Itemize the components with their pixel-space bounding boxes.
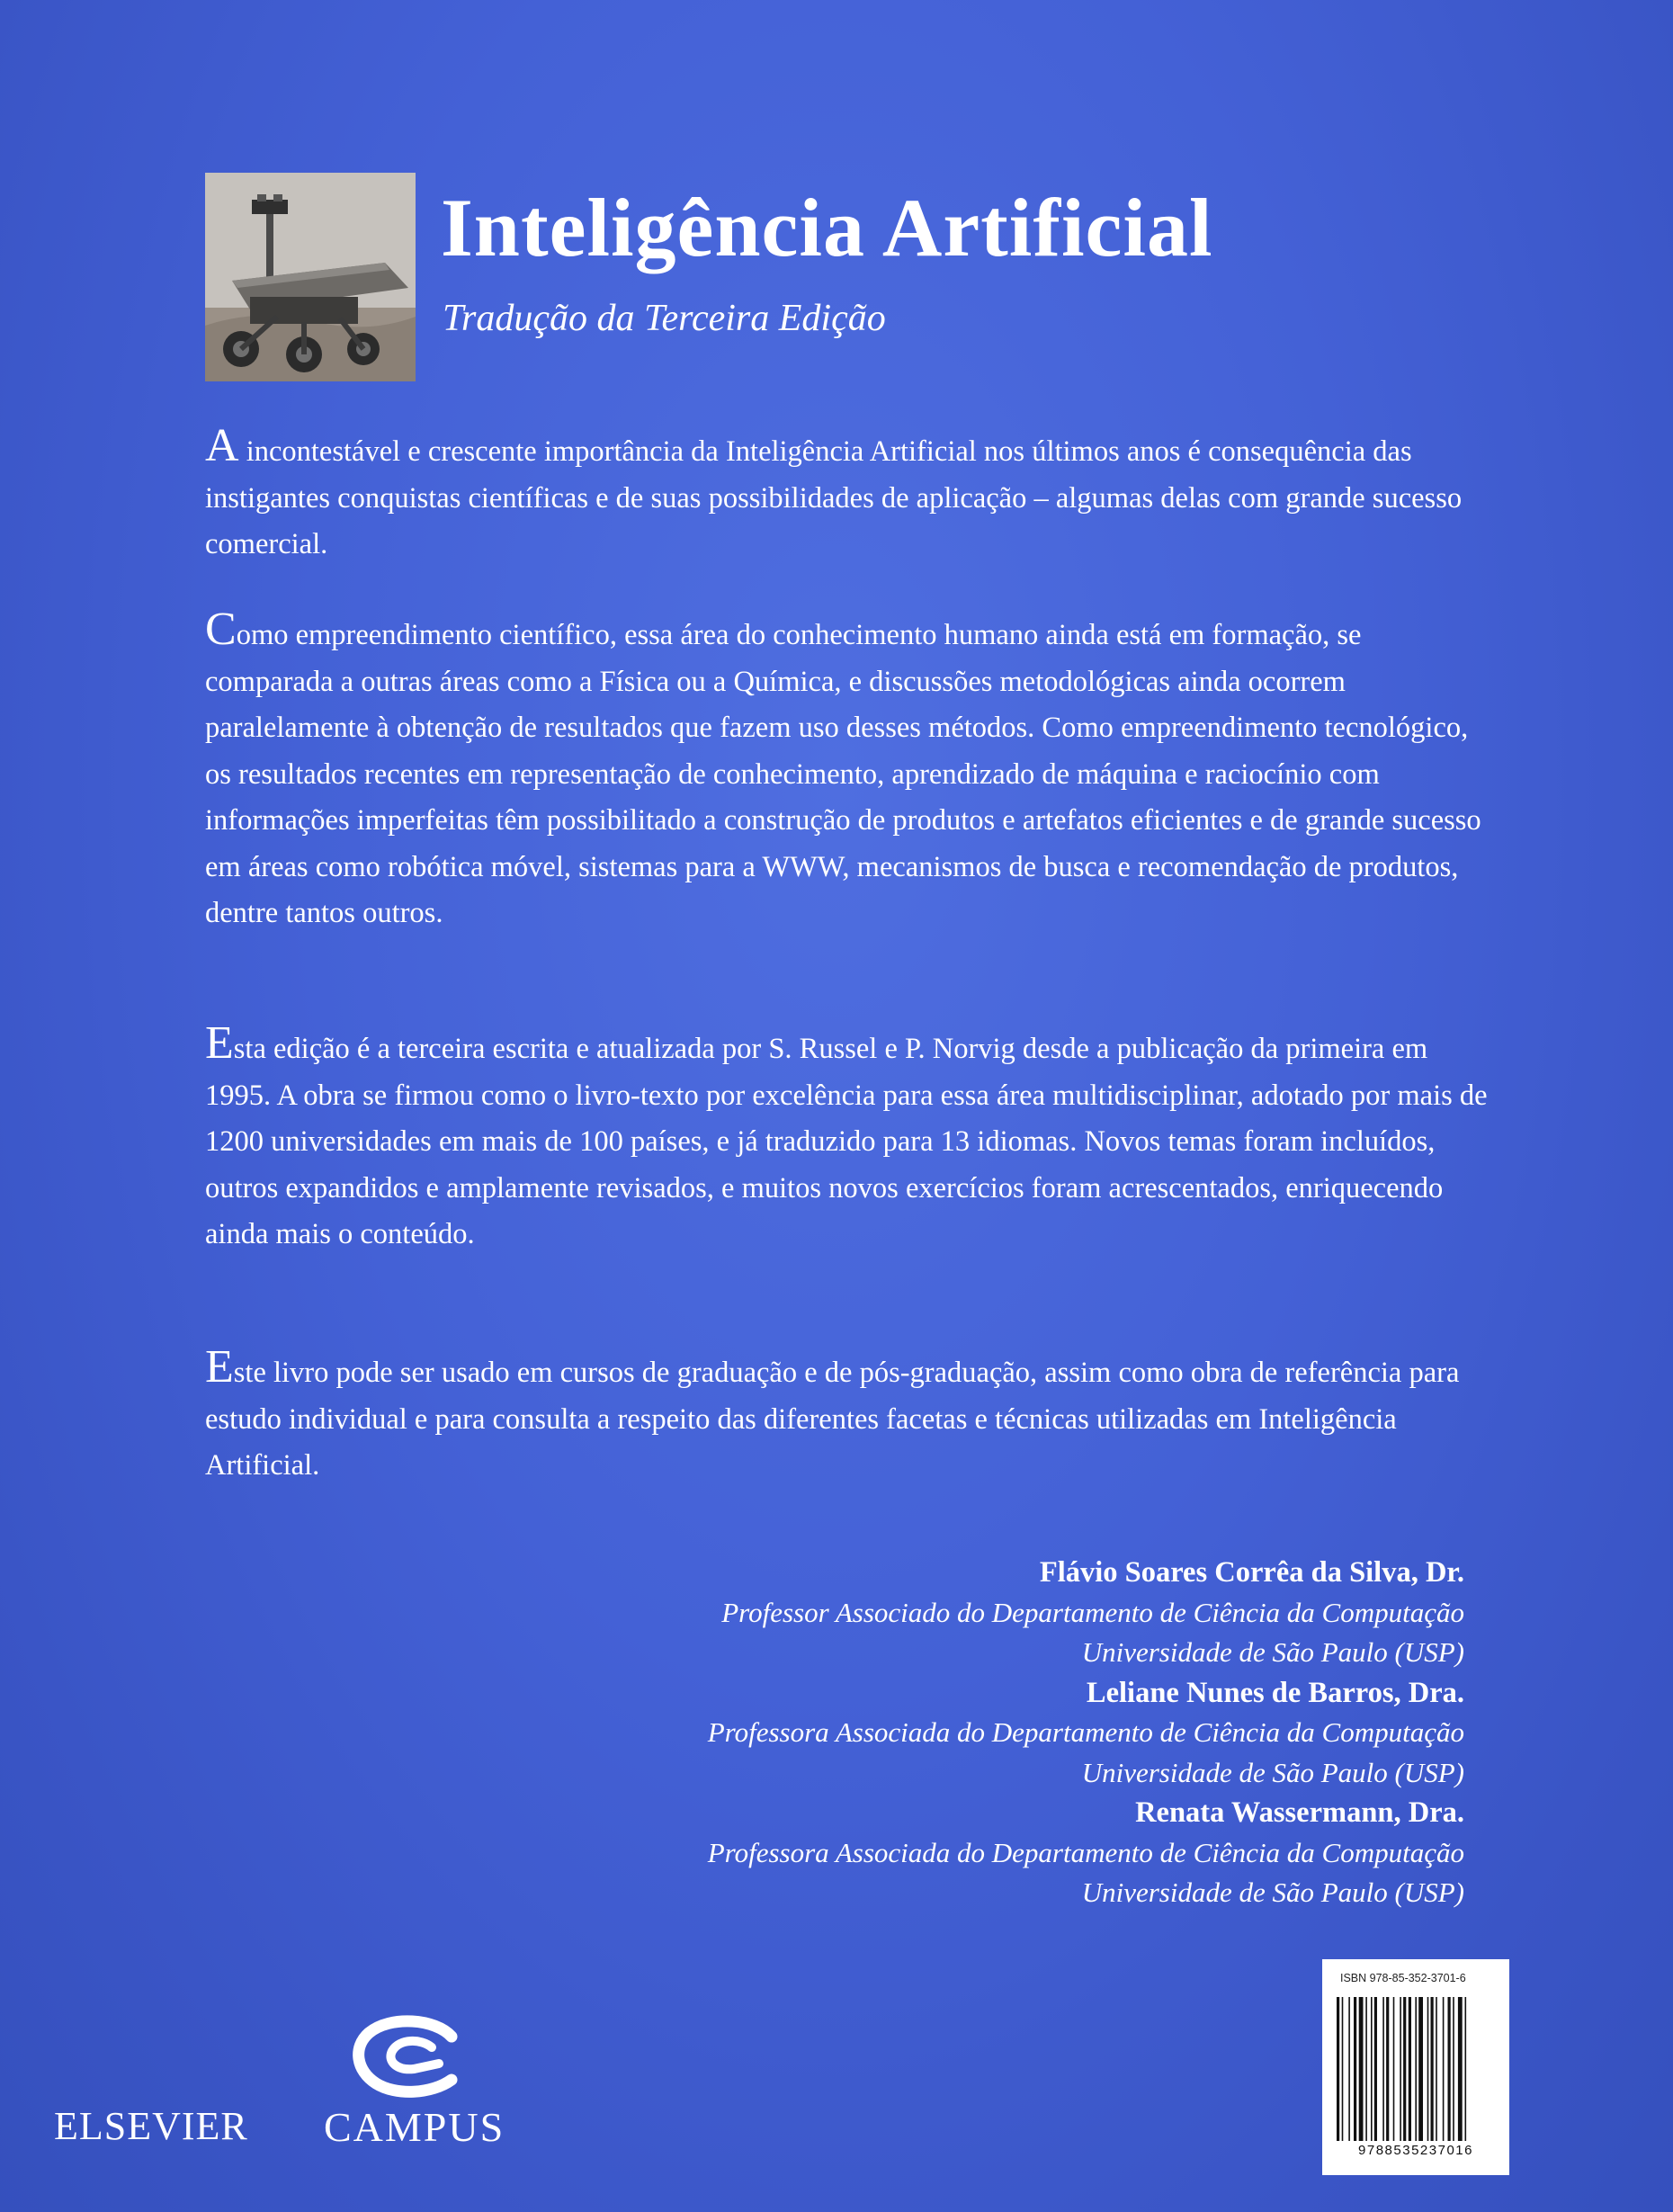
paragraph-2 [205,604,1490,937]
paragraph-2-initial: C [205,604,237,655]
credit-name: Flávio Soares Corrêa da Silva, Dr. [1039,1556,1464,1589]
credit-role: Professora Associada do Departamento de Ciência da Computação [707,1836,1464,1868]
credit-institution: Universidade de São Paulo (USP) [1081,1636,1464,1668]
credit-institution: Universidade de São Paulo (USP) [1081,1876,1464,1908]
book-title: Inteligência Artificial [441,182,1213,273]
book-subtitle: Tradução da Terceira Edição [443,298,886,339]
paragraph-4-text: ste livro pode ser usado em cursos de graduação e de pós-graduação, assim como obra de referência para estudo individual e para consulta a respeito das diferentes facetas e técnicas utilizadas em Inteligência Artificial. [205,1357,1460,1482]
paragraph-4-initial: E [205,1341,234,1393]
paragraph-3 [205,1017,1490,1258]
credit-name: Leliane Nunes de Barros, Dra. [1086,1676,1464,1709]
paragraph-4 [205,1341,1490,1490]
translator-credits [565,1553,1464,1913]
credit-institution: Universidade de São Paulo (USP) [1081,1756,1464,1788]
campus-logo-text: CAMPUS [324,2104,505,2150]
credit-role: Professora Associada do Departamento de Ciência da Computação [707,1716,1464,1748]
paragraph-1-initial: A [205,420,239,471]
paragraph-1-text: incontestável e crescente importância da Inteligência Artificial nos últimos anos é consequência das instigantes conquistas científicas e de suas possibilidades de aplicação – algumas delas com grande sucesso comercial. [205,435,1463,560]
paragraph-1 [205,420,1490,569]
paragraph-3-text: sta edição é a terceira escrita e atualizada por S. Russel e P. Norvig desde a publicação da primeira em 1995. A obra se firmou como o livro-texto por excelência para essa área multidisciplinar, adotado por mais de 1200 universidades em mais de 100 países, e já traduzido para 13 idiomas. Novos temas foram incluídos, outros expandidos e amplamente revisados, e muitos novos exercícios foram acrescentados, enriquecendo ainda mais o conteúdo. [205,1033,1488,1250]
barcode-number: 9788535237016 [1358,2143,1473,2158]
barcode-label [1322,1959,1509,2175]
credit-name: Renata Wassermann, Dra. [1135,1796,1464,1829]
mars-rover-photo [205,173,416,381]
credit-role: Professor Associado do Departamento de Ciência da Computação [721,1596,1464,1628]
campus-logo-icon [345,2011,473,2101]
paragraph-2-text: omo empreendimento científico, essa área do conhecimento humano ainda está em formação, se comparada a outras áreas como a Física ou a Química, e discussões metodológicas ainda ocorrem paralelamente à obtenção de resultados que fazem uso desses métodos. Como empreendimento tecnológico, os resultados recentes em representação de conhecimento, aprendizado de máquina e raciocínio com informações imperfeitas têm possibilitado a construção de produtos e artefatos eficientes e de grande sucesso em áreas como robótica móvel, sistemas para a WWW, mecanismos de busca e recomendação de produtos, dentre tantos outros. [205,619,1481,929]
elsevier-logo-text: ELSEVIER [54,2104,248,2148]
paragraph-3-initial: E [205,1017,234,1069]
isbn-text: ISBN 978-85-352-3701-6 [1340,1972,1466,1984]
barcode-bars [1337,1997,1495,2141]
